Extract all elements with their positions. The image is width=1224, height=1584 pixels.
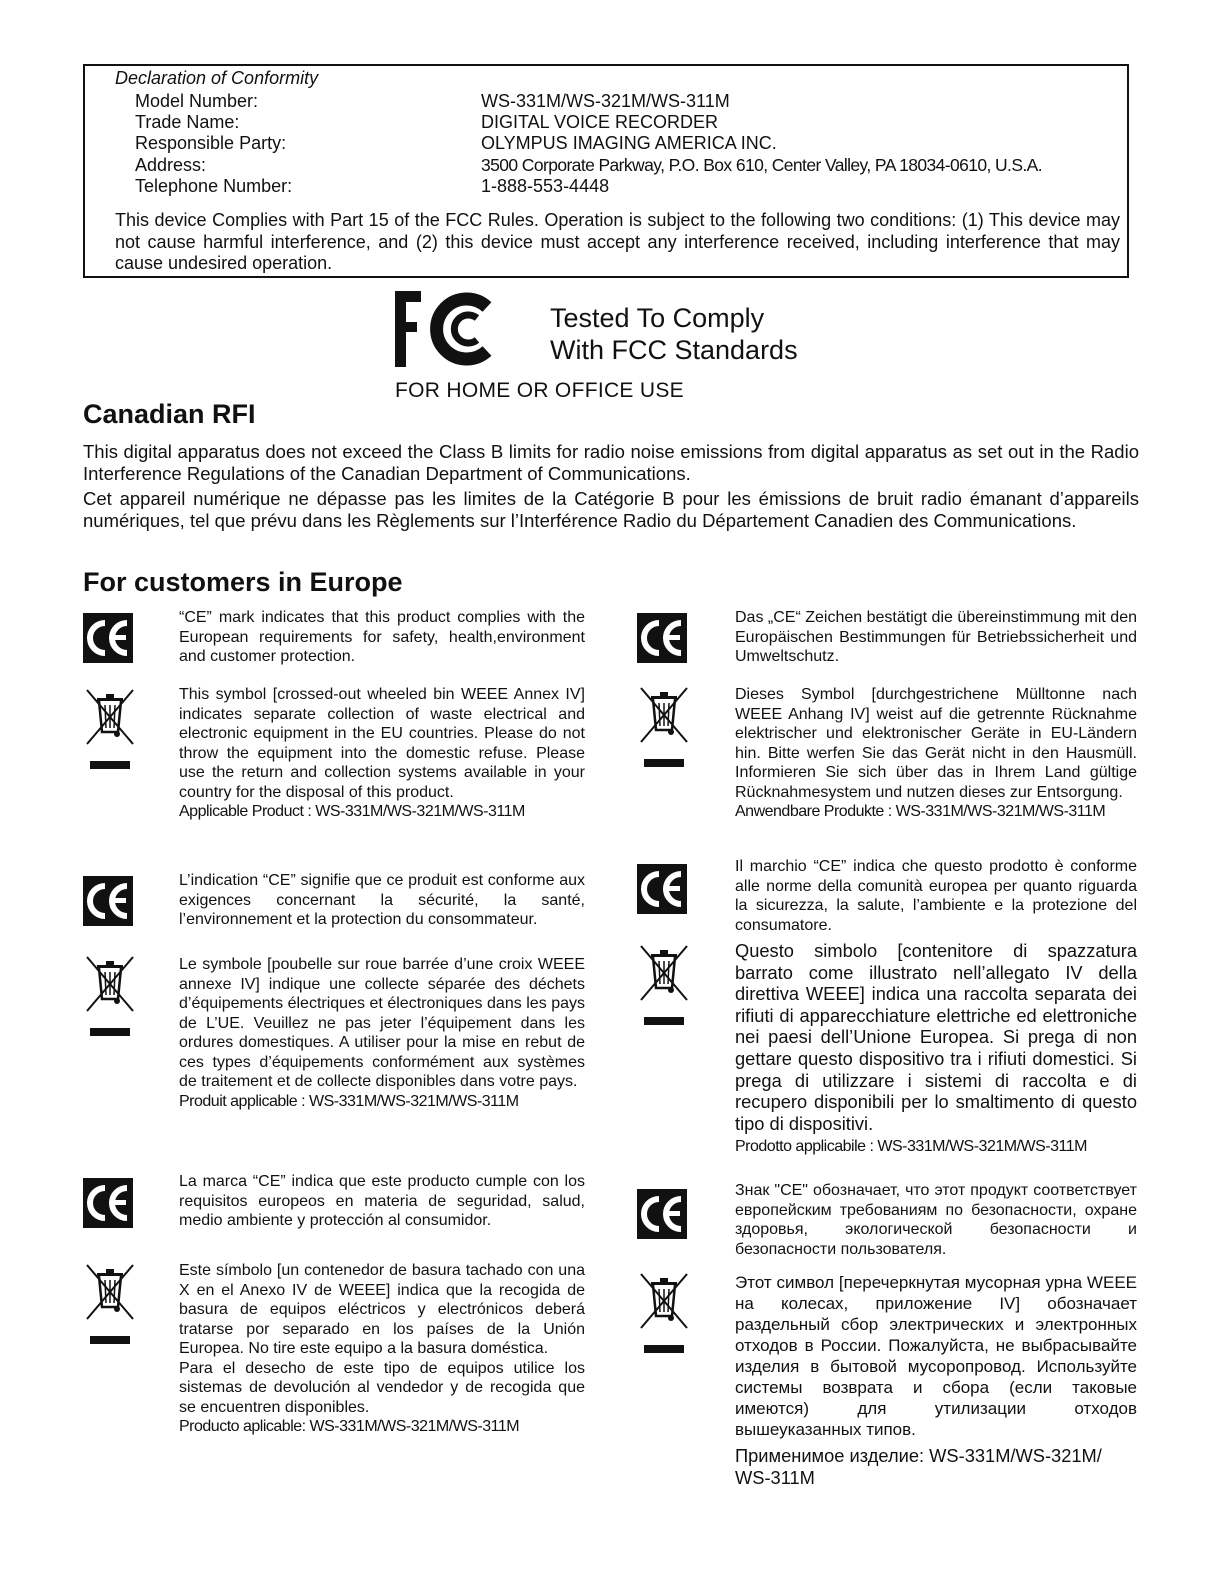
canadian-rfi-heading: Canadian RFI: [83, 399, 256, 429]
ce-mark-icon: [83, 1178, 133, 1228]
weee-bin-icon: [638, 686, 690, 774]
trade-name-label: Trade Name:: [135, 112, 240, 132]
declaration-box: [83, 64, 1129, 278]
italian-ce-text: Il marchio “CE” indica che questo prodotto è conforme alle norme della comunità europea per quanto riguarda la sicurezza, la salute, l’ambiente e la protezione del consumatore.: [735, 858, 1137, 934]
russian-weee-text: Этот символ [перечеркнутая мусорная урна WEEE на колесах, приложение IV] обозначает раздельный сбор электрических и электронных отходов в России. Пожалуйста, не выбрасывайте изделия в бытовой мусоропровод. Используйте системы возврата и сбора (если таковые имеются) для утилизации отходов вышеуказанных типов.: [735, 1273, 1137, 1439]
italian-weee-text: Questo simbolo [contenitore di spazzatura barrato come illustrato nell’allegato IV della direttiva WEEE] indica una raccolta separata dei rifiuti di apparecchiature elettriche ed elettroniche nei paesi dell’Unione Europea. Si prega di non gettare questo dispositivo tra i rifiuti domestici. Si prega di utilizzare i sistemi di raccolta e di recupero disponibili per lo smaltimento di questo tipo di dispositivi.: [735, 940, 1137, 1134]
fcc-conditions-note: This device Complies with Part 15 of the FCC Rules. Operation is subject to the following two conditions: (1) This device may not cause harmful interference, and (2) this device must accept any interference received, including interference that may cause undesired operation.: [115, 210, 1120, 273]
europe-heading: For customers in Europe: [83, 567, 403, 597]
address-label: Address:: [135, 155, 207, 175]
russian-applicable-product: Применимое изделие: WS-331M/WS-321M/ WS-311M: [735, 1445, 1102, 1488]
german-applicable-product: Anwendbare Produkte : WS-331M/WS-321M/WS-311M: [735, 803, 1106, 820]
german-ce-text: Das „CE“ Zeichen bestätigt die übereinstimmung mit den Europäischen Bestimmungen für Betriebssicherheit und Umweltschutz.: [735, 609, 1137, 665]
trade-name-value: DIGITAL VOICE RECORDER: [481, 112, 719, 132]
weee-bin-icon: [84, 1263, 136, 1351]
fcc-compliance-text: [550, 302, 798, 366]
french-ce-text: L’indication “CE” signifie que ce produit est conforme aux exigences concernant la sécurité, la santé, l’environnement et la protection du consommateur.: [179, 872, 585, 928]
french-weee-text: [179, 955, 585, 1111]
model-number-label: Model Number:: [135, 91, 259, 111]
canadian-french-text: Cet appareil numérique ne dépasse pas les limites de la Catégorie B pour les émissions de bruit radio émanant d’appareils numériques, tel que prévu dans les Règlements sur l’Interférence Radio du Département Canadien des Communications.: [83, 488, 1139, 531]
german-weee-body: Dieses Symbol [durchgestrichene Mülltonne nach WEEE Anhang IV] weist auf die getrennte Rücknahme elektrischer und elektronischer Geräte in EU-Ländern hin. Bitte werfen Sie das Gerät nicht in den Hausmüll. Informieren Sie sich über das in Ihrem Land gültige Rücknahmesystem und nutzen dieses zur Entsorgung.: [735, 686, 1137, 801]
english-weee-body: This symbol [crossed-out wheeled bin WEEE Annex IV] indicates separate collection of waste electrical and electronic equipment in the EU countries. Please do not throw the equipment into the domestic refuse. Please use the return and collection systems available in your country for the disposal of this product.: [179, 686, 585, 801]
weee-bin-icon: [84, 955, 136, 1043]
fcc-line-2: With FCC Standards: [550, 335, 798, 365]
ce-mark-icon: [637, 613, 687, 663]
french-weee-body: Le symbole [poubelle sur roue barrée d’une croix WEEE annexe IV] indique une collecte séparée des déchets d’équipements électriques et électroniques dans les pays de L’UE. Veuillez ne pas jeter l’équipement dans les ordures domestiques. A utiliser pour la mise en rebut de ces types d’équipements conformément aux systèmes de traitement et de collecte disponibles dans votre pays.: [179, 956, 585, 1090]
weee-bin-icon: [638, 944, 690, 1032]
fcc-logo-icon: [395, 291, 505, 367]
french-applicable-product: Produit applicable : WS-331M/WS-321M/WS-311M: [179, 1092, 519, 1110]
weee-bin-icon: [84, 688, 136, 776]
ce-mark-icon: [83, 876, 133, 926]
italian-product-label: Prodotto applicabile : WS-331M/WS-321M/WS-311M: [735, 1138, 1087, 1155]
spanish-weee-disposal: Para el desecho de este tipo de equipos utilice los sistemas de devolución al vendedor y de recogida que se encuentren disponibles.: [179, 1359, 585, 1416]
english-ce-text: “CE” mark indicates that this product complies with the European requirements for safety, health,environment and customer protection.: [179, 609, 585, 665]
ce-mark-icon: [637, 864, 687, 914]
ce-mark-icon: [637, 1189, 687, 1239]
canadian-english-text: This digital apparatus does not exceed the Class B limits for radio noise emissions from digital apparatus as set out in the Radio Interference Regulations of the Canadian Department of Communications.: [83, 441, 1139, 484]
german-weee-text: [735, 685, 1137, 822]
english-applicable-product: Applicable Product : WS-331M/WS-321M/WS-311M: [179, 803, 525, 820]
italian-applicable-product: [735, 1137, 1137, 1157]
address-value: 3500 Corporate Parkway, P.O. Box 610, Center Valley, PA 18034-0610, U.S.A.: [481, 155, 1042, 175]
ce-mark-icon: [83, 613, 133, 663]
responsible-party-value: OLYMPUS IMAGING AMERICA INC.: [481, 133, 777, 153]
fcc-home-office: FOR HOME OR OFFICE USE: [395, 379, 684, 402]
telephone-value: 1-888-553-4448: [481, 176, 610, 196]
telephone-label: Telephone Number:: [135, 176, 293, 196]
fcc-line-1: Tested To Comply: [550, 303, 765, 333]
model-number-value: WS-331M/WS-321M/WS-311M: [481, 91, 730, 111]
spanish-weee-text: [179, 1261, 585, 1437]
responsible-party-label: Responsible Party:: [135, 133, 287, 153]
spanish-ce-text: La marca “CE” indica que este producto cumple con los requisitos europeos en materia de seguridad, salud, medio ambiente y protección al consumidor.: [179, 1173, 585, 1229]
spanish-applicable-product: Producto aplicable: WS-331M/WS-321M/WS-311M: [179, 1418, 520, 1435]
spanish-weee-body: Este símbolo [un contenedor de basura tachado con una X en el Anexo IV de WEEE] indica que la recogida de basura de equipos eléctricos y electrónicos deberá tratarse por separado en los países de la Unión Europea. No tire este equipo a la basura doméstica.: [179, 1262, 585, 1357]
declaration-title: Declaration of Conformity: [115, 68, 319, 88]
weee-bin-icon: [638, 1272, 690, 1360]
english-weee-text: [179, 685, 585, 822]
russian-ce-text: Знак "CE" обозначает, что этот продукт соответствует европейским требованиям по безопасности, охране здоровья, экологической безопасности и безопасности пользователя.: [735, 1182, 1137, 1258]
